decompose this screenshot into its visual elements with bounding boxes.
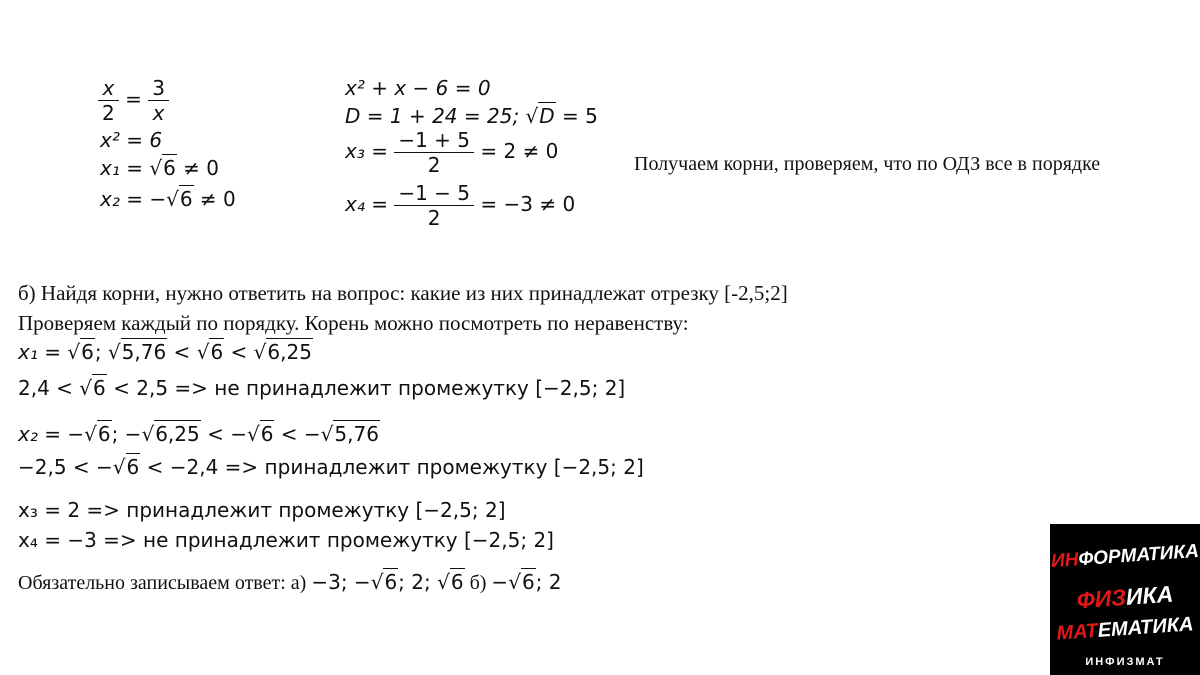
math-text: √: [370, 570, 384, 594]
logo-red-part: ИН: [1050, 549, 1080, 573]
math-text: <: [224, 340, 254, 364]
equation-lhs: x₄ =: [345, 192, 395, 216]
fraction-numerator: x: [98, 78, 119, 101]
fraction-numerator: −1 + 5: [394, 130, 474, 153]
x3-conclusion: x₃ = 2 => принадлежит промежутку [−2,5; 2]: [18, 498, 506, 522]
quadratic-equation: x² + x − 6 = 0: [345, 76, 491, 100]
radicand: 5,76: [121, 340, 167, 364]
logo-red-part: МАТ: [1055, 619, 1099, 645]
logo-row-infizmat: ИНФИЗМАТ: [1085, 656, 1165, 668]
radicand: 6,25: [267, 340, 312, 364]
radicand: 6: [260, 422, 274, 446]
math-text: x₁ =: [18, 340, 68, 364]
infizmat-logo: [1050, 524, 1200, 675]
x1-comparison: x₁ = √6; √5,76 < √6 < √6,25: [18, 340, 312, 364]
radicand: 6: [210, 340, 224, 364]
radicand: 6: [97, 422, 111, 446]
equals-sign: =: [125, 87, 142, 111]
math-text: <: [167, 340, 197, 364]
equation-rhs: = −3 ≠ 0: [474, 192, 576, 216]
equation-rhs: = 2 ≠ 0: [474, 139, 559, 163]
radicand: 6: [126, 455, 140, 479]
equation-lhs: x₃ =: [345, 139, 395, 163]
fraction: [394, 183, 474, 228]
equation-x4: [345, 183, 575, 228]
equation-x1: x₁ = √6 ≠ 0: [100, 156, 220, 180]
x2-comparison: x₂ = −√6; −√6,25 < −√6 < −√5,76: [18, 422, 379, 446]
radicand: 6: [384, 570, 398, 594]
logo-white-part: ФОРМАТИКА: [1077, 540, 1200, 571]
math-text: −2,5 < −: [18, 455, 113, 479]
fraction-left: [98, 78, 119, 123]
fraction-denominator: 2: [427, 206, 441, 230]
fraction: [394, 130, 474, 175]
logo-red-part: ФИЗ: [1075, 583, 1127, 614]
logo-row-informatika: [1050, 541, 1200, 573]
equation-x-squared: x² = 6: [100, 128, 163, 152]
math-text: −3; −: [311, 570, 371, 594]
x4-conclusion: x₄ = −3 => не принадлежит промежутку [−2,5; 2]: [18, 528, 554, 552]
answer-label: Обязательно записываем ответ: а): [18, 572, 312, 594]
side-note: Получаем корни, проверяем, что по ОДЗ все в порядке: [634, 153, 1101, 175]
math-text: −: [491, 570, 509, 594]
fraction-numerator: 3: [148, 78, 169, 101]
x1-conclusion: 2,4 < √6 < 2,5 => не принадлежит промежутку [−2,5; 2]: [18, 376, 626, 400]
radicand: 6: [163, 156, 176, 180]
equation-rhs: ≠ 0: [193, 187, 236, 211]
equation-rhs: ≠ 0: [176, 156, 220, 180]
radicand: 6,25: [155, 422, 200, 446]
math-text: < −: [274, 422, 321, 446]
logo-row-matematika: [1050, 613, 1200, 646]
math-text: < −: [200, 422, 247, 446]
math-text: ;: [94, 340, 108, 364]
equation-lhs: x₂ = −: [100, 187, 167, 211]
math-text: ; 2;: [398, 570, 438, 594]
math-text: x₂ = −: [18, 422, 85, 446]
fraction-denominator: x: [152, 101, 165, 125]
math-text: ; −: [111, 422, 142, 446]
radicand: 6: [93, 376, 106, 400]
radicand: 6: [81, 340, 94, 364]
answer-b-label: б): [464, 572, 492, 594]
fraction-numerator: −1 − 5: [394, 183, 474, 206]
math-text: √: [508, 570, 521, 594]
discriminant-result: = 5: [555, 104, 598, 128]
discriminant-text: D = 1 + 24 = 25;: [345, 104, 526, 128]
logo-row-fizika: [1050, 579, 1200, 616]
fraction-denominator: 2: [427, 153, 441, 177]
math-text: < −2,4 => принадлежит промежутку [−2,5; 2]: [140, 455, 644, 479]
radicand: 6: [450, 570, 464, 594]
answer-line: [18, 572, 562, 593]
equation-fraction: [98, 78, 169, 123]
math-text: √: [437, 570, 450, 594]
equation-lhs: x₁ =: [100, 156, 150, 180]
part-b-question: б) Найдя корни, нужно ответить на вопрос: какие из них принадлежат отрезку [-2,5;2]: [18, 281, 788, 305]
fraction-denominator: 2: [102, 101, 115, 125]
radicand: 6: [521, 570, 535, 594]
equation-x2: x₂ = −√6 ≠ 0: [100, 187, 236, 211]
equation-x3: [345, 130, 558, 175]
logo-white-part: ИКА: [1125, 580, 1175, 610]
math-text: < 2,5 => не принадлежит промежутку [−2,5; 2]: [106, 376, 626, 400]
logo-white-part: ЕМАТИКА: [1097, 613, 1195, 642]
radicand: D: [539, 104, 555, 128]
part-b-instruction: Проверяем каждый по порядку. Корень можно посмотреть по неравенству:: [18, 311, 689, 335]
fraction-right: [148, 78, 169, 123]
radicand: 5,76: [334, 422, 379, 446]
x2-conclusion: −2,5 < −√6 < −2,4 => принадлежит промежутку [−2,5; 2]: [18, 455, 644, 479]
discriminant-line: D = 1 + 24 = 25; √D = 5: [345, 104, 598, 128]
radicand: 6: [179, 187, 193, 211]
math-text: ; 2: [535, 570, 562, 594]
math-text: 2,4 <: [18, 376, 80, 400]
